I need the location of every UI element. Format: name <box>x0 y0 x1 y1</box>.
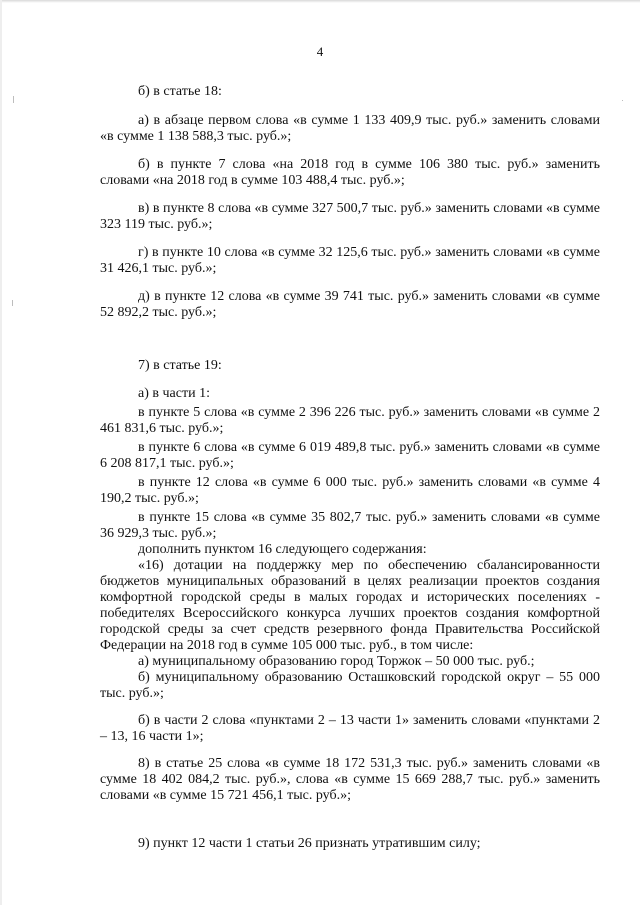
amendment-paragraph: г) в пункте 10 слова «в сумме 32 125,6 тыс. руб.» заменить словами «в сумме 31 426,1 тыс. руб.»; <box>100 245 600 276</box>
section-article-26: 9) пункт 12 части 1 статьи 26 признать утратившим силу; <box>138 836 481 851</box>
page-number: 4 <box>316 44 324 59</box>
scan-speck <box>12 300 13 306</box>
amendment-intro: дополнить пунктом 16 следующего содержания: <box>138 542 427 557</box>
scan-speck <box>622 100 623 101</box>
section-article-19: 7) в статье 19: <box>138 358 222 373</box>
amendment-paragraph: в пункте 5 слова «в сумме 2 396 226 тыс. руб.» заменить словами «в сумме 2 461 831,6 тыс. руб.»; <box>100 405 600 436</box>
inserted-clause-item: а) муниципальному образованию город Торжок – 50 000 тыс. руб.; <box>138 654 535 669</box>
scan-speck <box>13 96 14 103</box>
scan-left-edge <box>0 0 2 905</box>
amendment-paragraph: в пункте 12 слова «в сумме 6 000 тыс. руб.» заменить словами «в сумме 4 190,2 тыс. руб.»; <box>100 475 600 506</box>
section-article-18: б) в статье 18: <box>138 84 222 99</box>
scan-top-edge <box>0 0 640 3</box>
amendment-paragraph: б) в части 2 слова «пунктами 2 – 13 части 1» заменить словами «пунктами 2 – 13, 16 части 1»; <box>100 713 600 744</box>
inserted-clause-16: «16) дотации на поддержку мер по обеспечению сбалансированности бюджетов муниципальных образований в целях реализации проектов создания комфортной городской среды в малых городах и исторических поселениях - победителях Всероссийского конкурса лучших проектов создания комфортной городской среды за счет средств резервного фонда Правительства Российской Федерации на 2018 год в сумме 105 000 тыс. руб., в том числе: <box>100 558 600 653</box>
amendment-paragraph: д) в пункте 12 слова «в сумме 39 741 тыс. руб.» заменить словами «в сумме 52 892,2 тыс. руб.»; <box>100 289 600 320</box>
amendment-paragraph: б) в пункте 7 слова «на 2018 год в сумме 106 380 тыс. руб.» заменить словами «на 2018 год в сумме 103 488,4 тыс. руб.»; <box>100 157 600 188</box>
subsection-part-1: а) в части 1: <box>138 386 210 401</box>
amendment-paragraph: а) в абзаце первом слова «в сумме 1 133 409,9 тыс. руб.» заменить словами «в сумме 1 138 588,3 тыс. руб.»; <box>100 113 600 144</box>
amendment-paragraph: в пункте 15 слова «в сумме 35 802,7 тыс. руб.» заменить словами «в сумме 36 929,3 тыс. руб.»; <box>100 510 600 541</box>
amendment-paragraph: в) в пункте 8 слова «в сумме 327 500,7 тыс. руб.» заменить словами «в сумме 323 119 тыс. руб.»; <box>100 201 600 232</box>
section-article-25: 8) в статье 25 слова «в сумме 18 172 531,3 тыс. руб.» заменить словами «в сумме 18 402 084,2 тыс. руб.», слова «в сумме 15 669 288,7 тыс. руб.» заменить словами «в сумме 15 721 456,1 тыс. руб.»; <box>100 756 600 803</box>
amendment-paragraph: в пункте 6 слова «в сумме 6 019 489,8 тыс. руб.» заменить словами «в сумме 6 208 817,1 тыс. руб.»; <box>100 440 600 471</box>
inserted-clause-item: б) муниципальному образованию Осташковский городской округ – 55 000 тыс. руб.»; <box>100 670 600 701</box>
document-body <box>100 84 600 852</box>
